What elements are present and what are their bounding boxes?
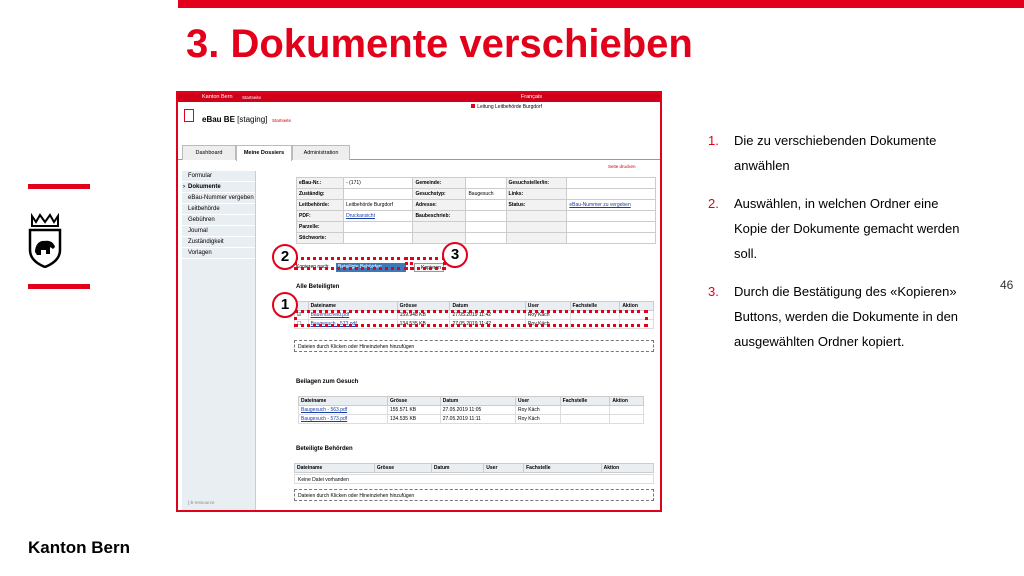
row-checkbox[interactable]: ☐ (295, 320, 309, 329)
tab-administration[interactable]: Administration (292, 145, 350, 160)
column-header[interactable]: Aktion (610, 397, 644, 406)
sidebar-item-zustaendigkeit[interactable]: Zuständigkeit (182, 237, 255, 248)
section-title: Beteiligte Behörden (296, 446, 353, 452)
app-header-bar: Kanton Bern Startseite Français (178, 93, 660, 102)
meta-value (466, 178, 506, 189)
table-cell: 159.948 KB (397, 311, 450, 320)
meta-key: Zuständig: (297, 189, 344, 200)
meta-key: Gemeinde: (413, 178, 466, 189)
copy-target-select[interactable]: Beteiligte Behörden (336, 263, 406, 272)
meta-value: Leitbehörde Burgdorf (344, 200, 413, 211)
divider (28, 184, 90, 189)
meta-key (506, 233, 567, 244)
step-item: 2. Auswählen, in welchen Ordner eine Kopie der Dokumente gemacht werden soll. (708, 196, 960, 261)
highlight-copy-button (410, 257, 446, 270)
meta-key: eBau-Nr.: (297, 178, 344, 189)
column-header[interactable]: Aktion (620, 302, 654, 311)
column-header[interactable]: User (525, 302, 570, 311)
step-badge: 1 (272, 292, 298, 318)
start-link[interactable]: Startseite (272, 118, 292, 123)
meta-row (297, 189, 656, 200)
meta-key: Baubeschrieb: (413, 211, 466, 222)
table-cell: Roy Käch (515, 415, 560, 424)
table-cell: Roy Käch (525, 320, 570, 329)
empty-message: Keine Datei vorhanden (294, 474, 654, 484)
column-header[interactable]: Fachstelle (560, 397, 610, 406)
meta-row (297, 178, 656, 189)
meta-row (297, 233, 656, 244)
app-title: eBau BE [staging] (202, 115, 268, 124)
table-cell: 27.05.2019 11:42 (450, 311, 525, 320)
column-header[interactable]: Dateiname (295, 464, 375, 473)
sidebar-item-leitbehoerde[interactable]: Leitbehörde (182, 204, 255, 215)
meta-value (567, 178, 656, 189)
sidebar-footer: [-b-ressource (188, 500, 215, 505)
table-header-row (299, 397, 644, 406)
dropzone[interactable]: Dateien durch Klicken oder Hineinziehen hinzufügen (294, 340, 654, 352)
meta-value[interactable]: Druckansicht (344, 211, 413, 222)
language-link[interactable]: Français (520, 94, 542, 100)
beilagen-table (298, 396, 644, 424)
table-cell (610, 415, 644, 424)
steps-list (708, 128, 970, 367)
tab-dashboard[interactable]: Dashboard (182, 145, 236, 160)
tab-meine-dossiers[interactable]: Meine Dossiers (236, 145, 292, 161)
sidebar (182, 171, 256, 512)
meta-row (297, 200, 656, 211)
column-header[interactable]: Dateiname (308, 302, 397, 311)
table-cell (560, 415, 610, 424)
meta-key: Leitbehörde: (297, 200, 344, 211)
sidebar-item-formular[interactable]: Formular (182, 171, 255, 182)
column-header[interactable]: Grösse (374, 464, 431, 473)
tab-bar (178, 143, 660, 160)
column-header[interactable]: Fachstelle (524, 464, 601, 473)
top-accent-bar (178, 0, 1024, 8)
sidebar-item-vorlagen[interactable]: Vorlagen (182, 248, 255, 259)
section-title: Beilagen zum Gesuch (296, 379, 359, 385)
meta-value (567, 211, 656, 222)
meta-key: Stichworte: (297, 233, 344, 244)
table-row[interactable] (299, 406, 644, 415)
app-logo-icon (184, 109, 194, 122)
header-start-link[interactable]: Startseite (242, 95, 262, 100)
table-cell: 155.571 KB (387, 406, 440, 415)
column-header[interactable]: Datum (440, 397, 515, 406)
sidebar-item-ebau-nummer[interactable]: eBau-Nummer vergeben (182, 193, 255, 204)
meta-value (567, 189, 656, 200)
highlight-copy-target (294, 257, 408, 270)
behoerden-table (294, 463, 654, 473)
table-cell: 27.05.2019 11:05 (440, 406, 515, 415)
column-header[interactable]: Grösse (387, 397, 440, 406)
sidebar-item-dokumente[interactable]: › Dokumente (182, 182, 255, 193)
column-header[interactable]: User (484, 464, 524, 473)
meta-key (413, 222, 466, 233)
meta-key: Gesuchsteller/in: (506, 178, 567, 189)
meta-value (466, 211, 506, 222)
column-header[interactable]: Datum (450, 302, 525, 311)
section-title: Alle Beteiligten (296, 284, 340, 290)
copy-bar: Kopieren nach: Beteiligte Behörden Kopieren (296, 263, 446, 272)
print-link[interactable]: Seite drucken (608, 164, 636, 169)
table-header-row (295, 464, 654, 473)
bern-crest-icon (26, 212, 64, 268)
copy-button[interactable]: Kopieren (414, 263, 444, 272)
dropzone[interactable]: Dateien durch Klicken oder Hineinziehen hinzufügen (294, 489, 654, 501)
step-badge: 3 (442, 242, 468, 268)
column-header[interactable]: Aktion (601, 464, 653, 473)
app-screenshot (176, 91, 662, 512)
meta-value (567, 222, 656, 233)
meta-value (466, 233, 506, 244)
step-item: 1. Die zu verschiebenden Dokumente anwählen (708, 133, 937, 173)
brand-name: Kanton Bern (28, 538, 130, 557)
file-link[interactable]: Baugesuch - 563.pdf (299, 406, 388, 415)
meta-value (466, 222, 506, 233)
meta-key: Adresse: (413, 200, 466, 211)
file-link[interactable]: Bauentscheid.pdf (308, 311, 397, 320)
meta-value (344, 189, 413, 200)
meta-key (506, 211, 567, 222)
meta-key: Status: (506, 200, 567, 211)
table-cell: 134.535 KB (397, 320, 450, 329)
file-link[interactable]: Baugesuch - 573.pdf (299, 415, 388, 424)
meta-key (506, 222, 567, 233)
column-header[interactable]: Grösse (397, 302, 450, 311)
meta-value[interactable]: eBau-Nummer zu vergeben (567, 200, 656, 211)
meta-value: Baugesuch (466, 189, 506, 200)
meta-value: - (171) (344, 178, 413, 189)
meta-key: Links: (506, 189, 567, 200)
meta-value (567, 233, 656, 244)
meta-row (297, 222, 656, 233)
meta-key: Gesuchstyp: (413, 189, 466, 200)
table-cell (560, 406, 610, 415)
table-row[interactable] (299, 415, 644, 424)
table-cell (610, 406, 644, 415)
table-cell: 134.535 KB (387, 415, 440, 424)
column-header[interactable]: Dateiname (299, 397, 388, 406)
column-header[interactable]: Fachstelle (570, 302, 620, 311)
divider (28, 284, 90, 289)
step-item: 3. Durch die Bestätigung des «Kopieren» Buttons, werden die Dokumente in den ausgewählten Ordner kopiert. (708, 284, 959, 349)
table-cell: 27.05.2019 11:11 (440, 415, 515, 424)
column-header[interactable]: Datum (431, 464, 483, 473)
meta-value (344, 222, 413, 233)
page-number: 46 (1000, 278, 1014, 292)
column-header[interactable]: User (515, 397, 560, 406)
table-cell: Roy Käch (525, 311, 570, 320)
table-cell: Roy Käch (515, 406, 560, 415)
sidebar-item-gebuehren[interactable]: Gebühren (182, 215, 255, 226)
row-checkbox[interactable]: ☑ (295, 311, 309, 320)
slide-title: 3. Dokumente verschieben (186, 22, 693, 66)
table-cell: 27.05.2019 11:42 (450, 320, 525, 329)
step-badge: 2 (272, 244, 298, 270)
meta-key: PDF: (297, 211, 344, 222)
file-link[interactable]: Baugesuch - 573.pdf (308, 320, 397, 329)
meta-value (466, 200, 506, 211)
meta-key: Parzelle: (297, 222, 344, 233)
meta-row (297, 211, 656, 222)
highlight-file-row (294, 310, 648, 327)
meta-value (344, 233, 413, 244)
sidebar-item-journal[interactable]: Journal (182, 226, 255, 237)
role-indicator[interactable]: Leitung Leitbehörde Burgdorf (471, 104, 542, 110)
dossier-meta-table (296, 177, 656, 244)
